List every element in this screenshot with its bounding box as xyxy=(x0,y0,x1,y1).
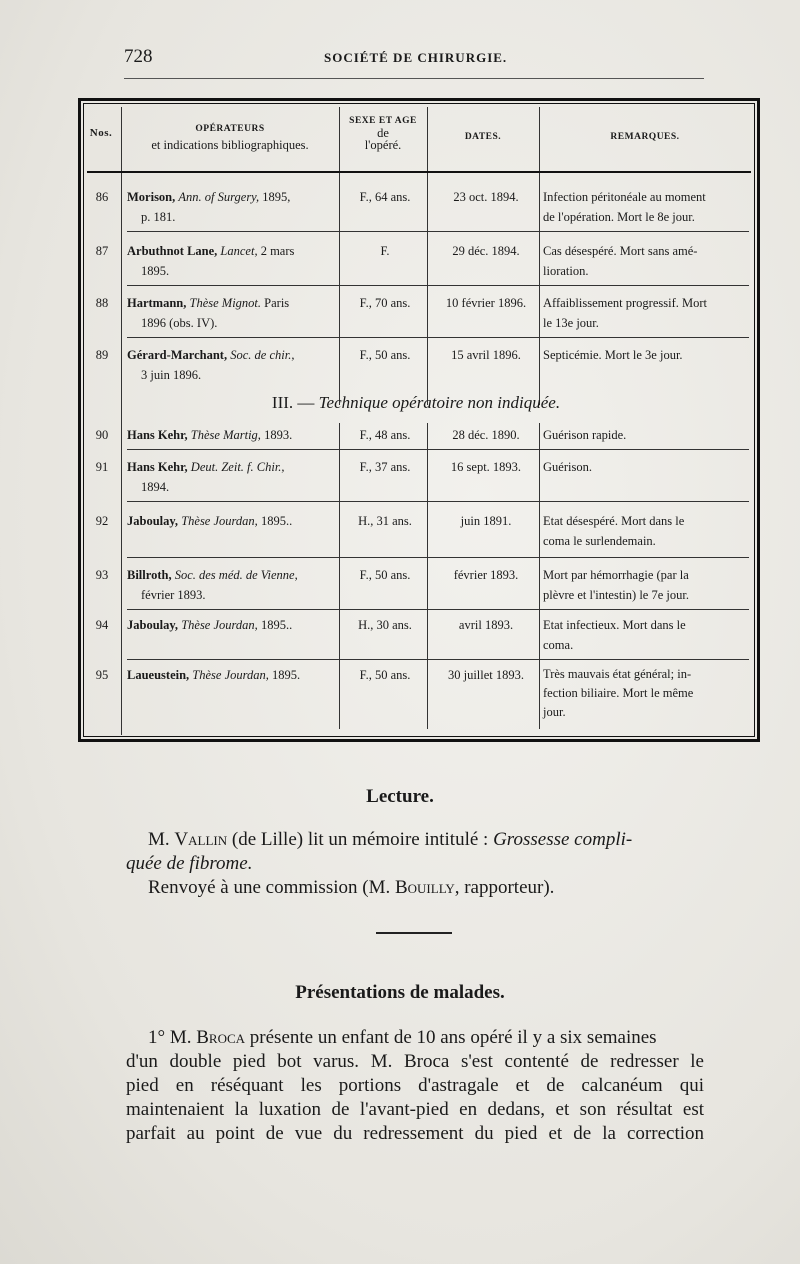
row-rule xyxy=(127,659,749,660)
column-divider xyxy=(339,423,340,729)
operator-reference: Deut. Zeit. f. Chir., xyxy=(190,460,285,474)
presentation-line: parfait au point de vue du redressement du pied et de la correction xyxy=(126,1123,704,1144)
presenter-name: Broca xyxy=(196,1027,246,1048)
header-sex-sub1: de xyxy=(377,126,389,140)
row-remark xyxy=(543,665,749,722)
column-divider xyxy=(339,107,340,405)
operator-name: Laueustein, xyxy=(127,668,190,682)
row-rule xyxy=(127,337,749,338)
row-date: février 1893. xyxy=(453,568,519,582)
rapporteur-name: Bouilly xyxy=(394,877,455,898)
header-operators-title: OPÉRATEURS xyxy=(195,124,265,134)
row-number: 92 xyxy=(95,514,109,528)
row-sex-age: F., 50 ans. xyxy=(359,348,411,362)
section-numeral: III. — xyxy=(271,393,315,412)
operator-reference: Ann. of Surgery, xyxy=(178,190,260,204)
operator-reference-line2: 1896 (obs. IV). xyxy=(141,316,218,330)
row-sex-age: F., 50 ans. xyxy=(359,568,411,582)
header-remarks: REMARQUES. xyxy=(610,132,680,142)
header-rule xyxy=(124,78,704,79)
presentation-text: présente un enfant de 10 ans opéré il y a six semaines xyxy=(245,1027,657,1048)
presentation-text: 1° M. xyxy=(148,1027,197,1048)
row-number: 93 xyxy=(95,568,109,582)
operator-name: Arbuthnot Lane, xyxy=(127,244,218,258)
row-number: 89 xyxy=(95,348,109,362)
row-number: 90 xyxy=(95,428,109,442)
row-sex-age: F., 70 ans. xyxy=(359,296,411,310)
row-operator xyxy=(127,457,337,497)
row-remark xyxy=(543,615,749,655)
remark-line: le 13e jour. xyxy=(543,316,599,330)
author-name: Vallin xyxy=(174,829,228,850)
remark-line: fection biliaire. Mort le même xyxy=(543,686,694,700)
row-sex-age: F., 48 ans. xyxy=(359,428,411,442)
operator-reference: Soc. des méd. de Vienne, xyxy=(174,568,298,582)
row-number: 91 xyxy=(95,460,109,474)
remark-line: Très mauvais état général; in- xyxy=(543,667,692,681)
remark-line: Etat désespéré. Mort dans le xyxy=(543,514,685,528)
row-date: 23 oct. 1894. xyxy=(453,190,519,204)
cases-table xyxy=(78,98,760,742)
row-number: 94 xyxy=(95,618,109,632)
column-divider xyxy=(121,107,122,735)
row-remark xyxy=(543,345,749,365)
operator-reference: Lancet, xyxy=(220,244,258,258)
operator-reference-line2: 1895. xyxy=(141,264,170,278)
row-rule xyxy=(127,557,749,558)
row-rule xyxy=(127,449,749,450)
row-operator xyxy=(127,425,337,445)
section-title-text: Technique opératoire non indiquée. xyxy=(318,393,561,412)
presentations-heading: Présentations de malades. xyxy=(295,982,505,1003)
presentation-paragraph xyxy=(126,1026,704,1050)
remark-line: Guérison rapide. xyxy=(543,428,627,442)
row-sex-age: F. xyxy=(380,244,390,258)
column-divider xyxy=(427,107,428,405)
row-operator xyxy=(127,565,337,605)
row-rule xyxy=(127,285,749,286)
header-operators xyxy=(121,123,339,151)
remark-line: de l'opération. Mort le 8e jour. xyxy=(543,210,695,224)
row-rule xyxy=(127,609,749,610)
row-remark xyxy=(543,241,749,281)
operator-reference-tail: 2 mars xyxy=(257,244,295,258)
column-divider xyxy=(427,423,428,729)
remark-line: coma. xyxy=(543,638,574,652)
operator-reference-line2: p. 181. xyxy=(141,210,176,224)
row-date: juin 1891. xyxy=(460,514,512,528)
row-number: 95 xyxy=(95,668,109,682)
operator-name: Hartmann, xyxy=(127,296,187,310)
operator-reference-tail: 1895.. xyxy=(257,618,293,632)
header-sex-title: SEXE ET AGE xyxy=(349,116,417,126)
operator-reference: Thèse Jourdan, xyxy=(181,514,258,528)
row-number: 86 xyxy=(95,190,109,204)
lecture-heading: Lecture. xyxy=(366,786,434,807)
operator-name: Hans Kehr, xyxy=(127,428,188,442)
row-remark xyxy=(543,293,749,333)
lecture-paragraph xyxy=(126,828,704,852)
operator-name: Gérard-Marchant, xyxy=(127,348,228,362)
row-remark xyxy=(543,187,749,227)
operator-reference: Thèse Jourdan, xyxy=(192,668,269,682)
row-number: 87 xyxy=(95,244,109,258)
remark-line: lioration. xyxy=(543,264,589,278)
presentation-line: pied en réséquant les portions d'astragale et de calcanéum qui xyxy=(126,1075,704,1096)
row-sex-age: F., 37 ans. xyxy=(359,460,411,474)
row-date: avril 1893. xyxy=(458,618,514,632)
row-operator xyxy=(127,511,337,531)
running-title: SOCIÉTÉ DE CHIRURGIE. xyxy=(324,50,508,65)
header-sex-age xyxy=(339,115,427,151)
row-remark xyxy=(543,425,749,445)
operator-reference-tail: 1895.. xyxy=(257,514,293,528)
row-remark xyxy=(543,565,749,605)
remark-line: Mort par hémorrhagie (par la xyxy=(543,568,689,582)
operator-name: Billroth, xyxy=(127,568,172,582)
row-operator xyxy=(127,241,337,281)
operator-name: Hans Kehr, xyxy=(127,460,188,474)
row-sex-age: F., 64 ans. xyxy=(359,190,411,204)
row-date: 16 sept. 1893. xyxy=(450,460,522,474)
row-rule xyxy=(127,501,749,502)
header-operators-sub: et indications bibliographiques. xyxy=(151,138,309,152)
operator-name: Jaboulay, xyxy=(127,618,179,632)
operator-reference-tail: 1893. xyxy=(260,428,293,442)
remark-line: Cas désespéré. Mort sans amé- xyxy=(543,244,698,258)
memoir-title: quée de fibrome. xyxy=(126,853,253,874)
remark-line: Affaiblissement progressif. Mort xyxy=(543,296,707,310)
lecture-text: M. xyxy=(148,829,175,850)
row-operator xyxy=(127,187,337,227)
page-number: 728 xyxy=(124,46,153,67)
remark-line: jour. xyxy=(543,705,566,719)
row-operator xyxy=(127,665,337,685)
row-operator xyxy=(127,293,337,333)
header-sex-sub2: l'opéré. xyxy=(364,138,402,152)
row-date: 15 avril 1896. xyxy=(451,348,521,362)
operator-reference-line2: février 1893. xyxy=(141,588,206,602)
row-sex-age: H., 31 ans. xyxy=(358,514,412,528)
operator-reference: Thèse Mignot. xyxy=(189,296,262,310)
operator-reference-tail: 1895, xyxy=(259,190,291,204)
lecture-text: (de Lille) lit un mémoire intitulé : xyxy=(227,829,494,850)
section-title xyxy=(81,393,751,413)
row-date: 29 déc. 1894. xyxy=(452,244,520,258)
row-date: 28 déc. 1890. xyxy=(452,428,520,442)
row-remark xyxy=(543,457,749,477)
header-dates: DATES. xyxy=(464,132,502,142)
row-operator xyxy=(127,615,337,635)
operator-reference: Thèse Jourdan, xyxy=(181,618,258,632)
operator-name: Morison, xyxy=(127,190,176,204)
operator-reference-line2: 3 juin 1896. xyxy=(141,368,202,382)
presentation-line: d'un double pied bot varus. M. Broca s'est contenté de redresser le xyxy=(126,1051,704,1072)
row-sex-age: F., 50 ans. xyxy=(359,668,411,682)
lecture-paragraph xyxy=(126,876,704,900)
page-header xyxy=(124,46,704,70)
section-divider xyxy=(376,932,452,934)
row-date: 30 juillet 1893. xyxy=(447,668,525,682)
operator-reference: Thèse Martig, xyxy=(190,428,261,442)
header-rule xyxy=(87,171,751,173)
lecture-text: , rapporteur). xyxy=(454,877,555,898)
remark-line: Guérison. xyxy=(543,460,592,474)
lecture-paragraph xyxy=(126,852,704,876)
remark-line: Etat infectieux. Mort dans le xyxy=(543,618,686,632)
row-date: 10 février 1896. xyxy=(445,296,527,310)
remark-line: plèvre et l'intestin) le 7e jour. xyxy=(543,588,689,602)
row-remark xyxy=(543,511,749,551)
row-sex-age: H., 30 ans. xyxy=(358,618,412,632)
header-no: Nos. xyxy=(89,127,113,139)
row-operator xyxy=(127,345,337,385)
row-number: 88 xyxy=(95,296,109,310)
operator-reference: Soc. de chir., xyxy=(230,348,295,362)
remark-line: coma le surlendemain. xyxy=(543,534,656,548)
remark-line: Septicémie. Mort le 3e jour. xyxy=(543,348,683,362)
operator-reference-line2: 1894. xyxy=(141,480,170,494)
lecture-text: Renvoyé à une commission (M. xyxy=(148,877,395,898)
row-rule xyxy=(127,231,749,232)
presentation-line: maintenaient la luxation de l'avant-pied en dedans, et son résultat est xyxy=(126,1099,704,1120)
operator-reference-tail: 1895. xyxy=(268,668,301,682)
operator-name: Jaboulay, xyxy=(127,514,179,528)
remark-line: Infection péritonéale au moment xyxy=(543,190,706,204)
memoir-title: Grossesse compli- xyxy=(493,829,633,850)
operator-reference-tail: Paris xyxy=(261,296,290,310)
